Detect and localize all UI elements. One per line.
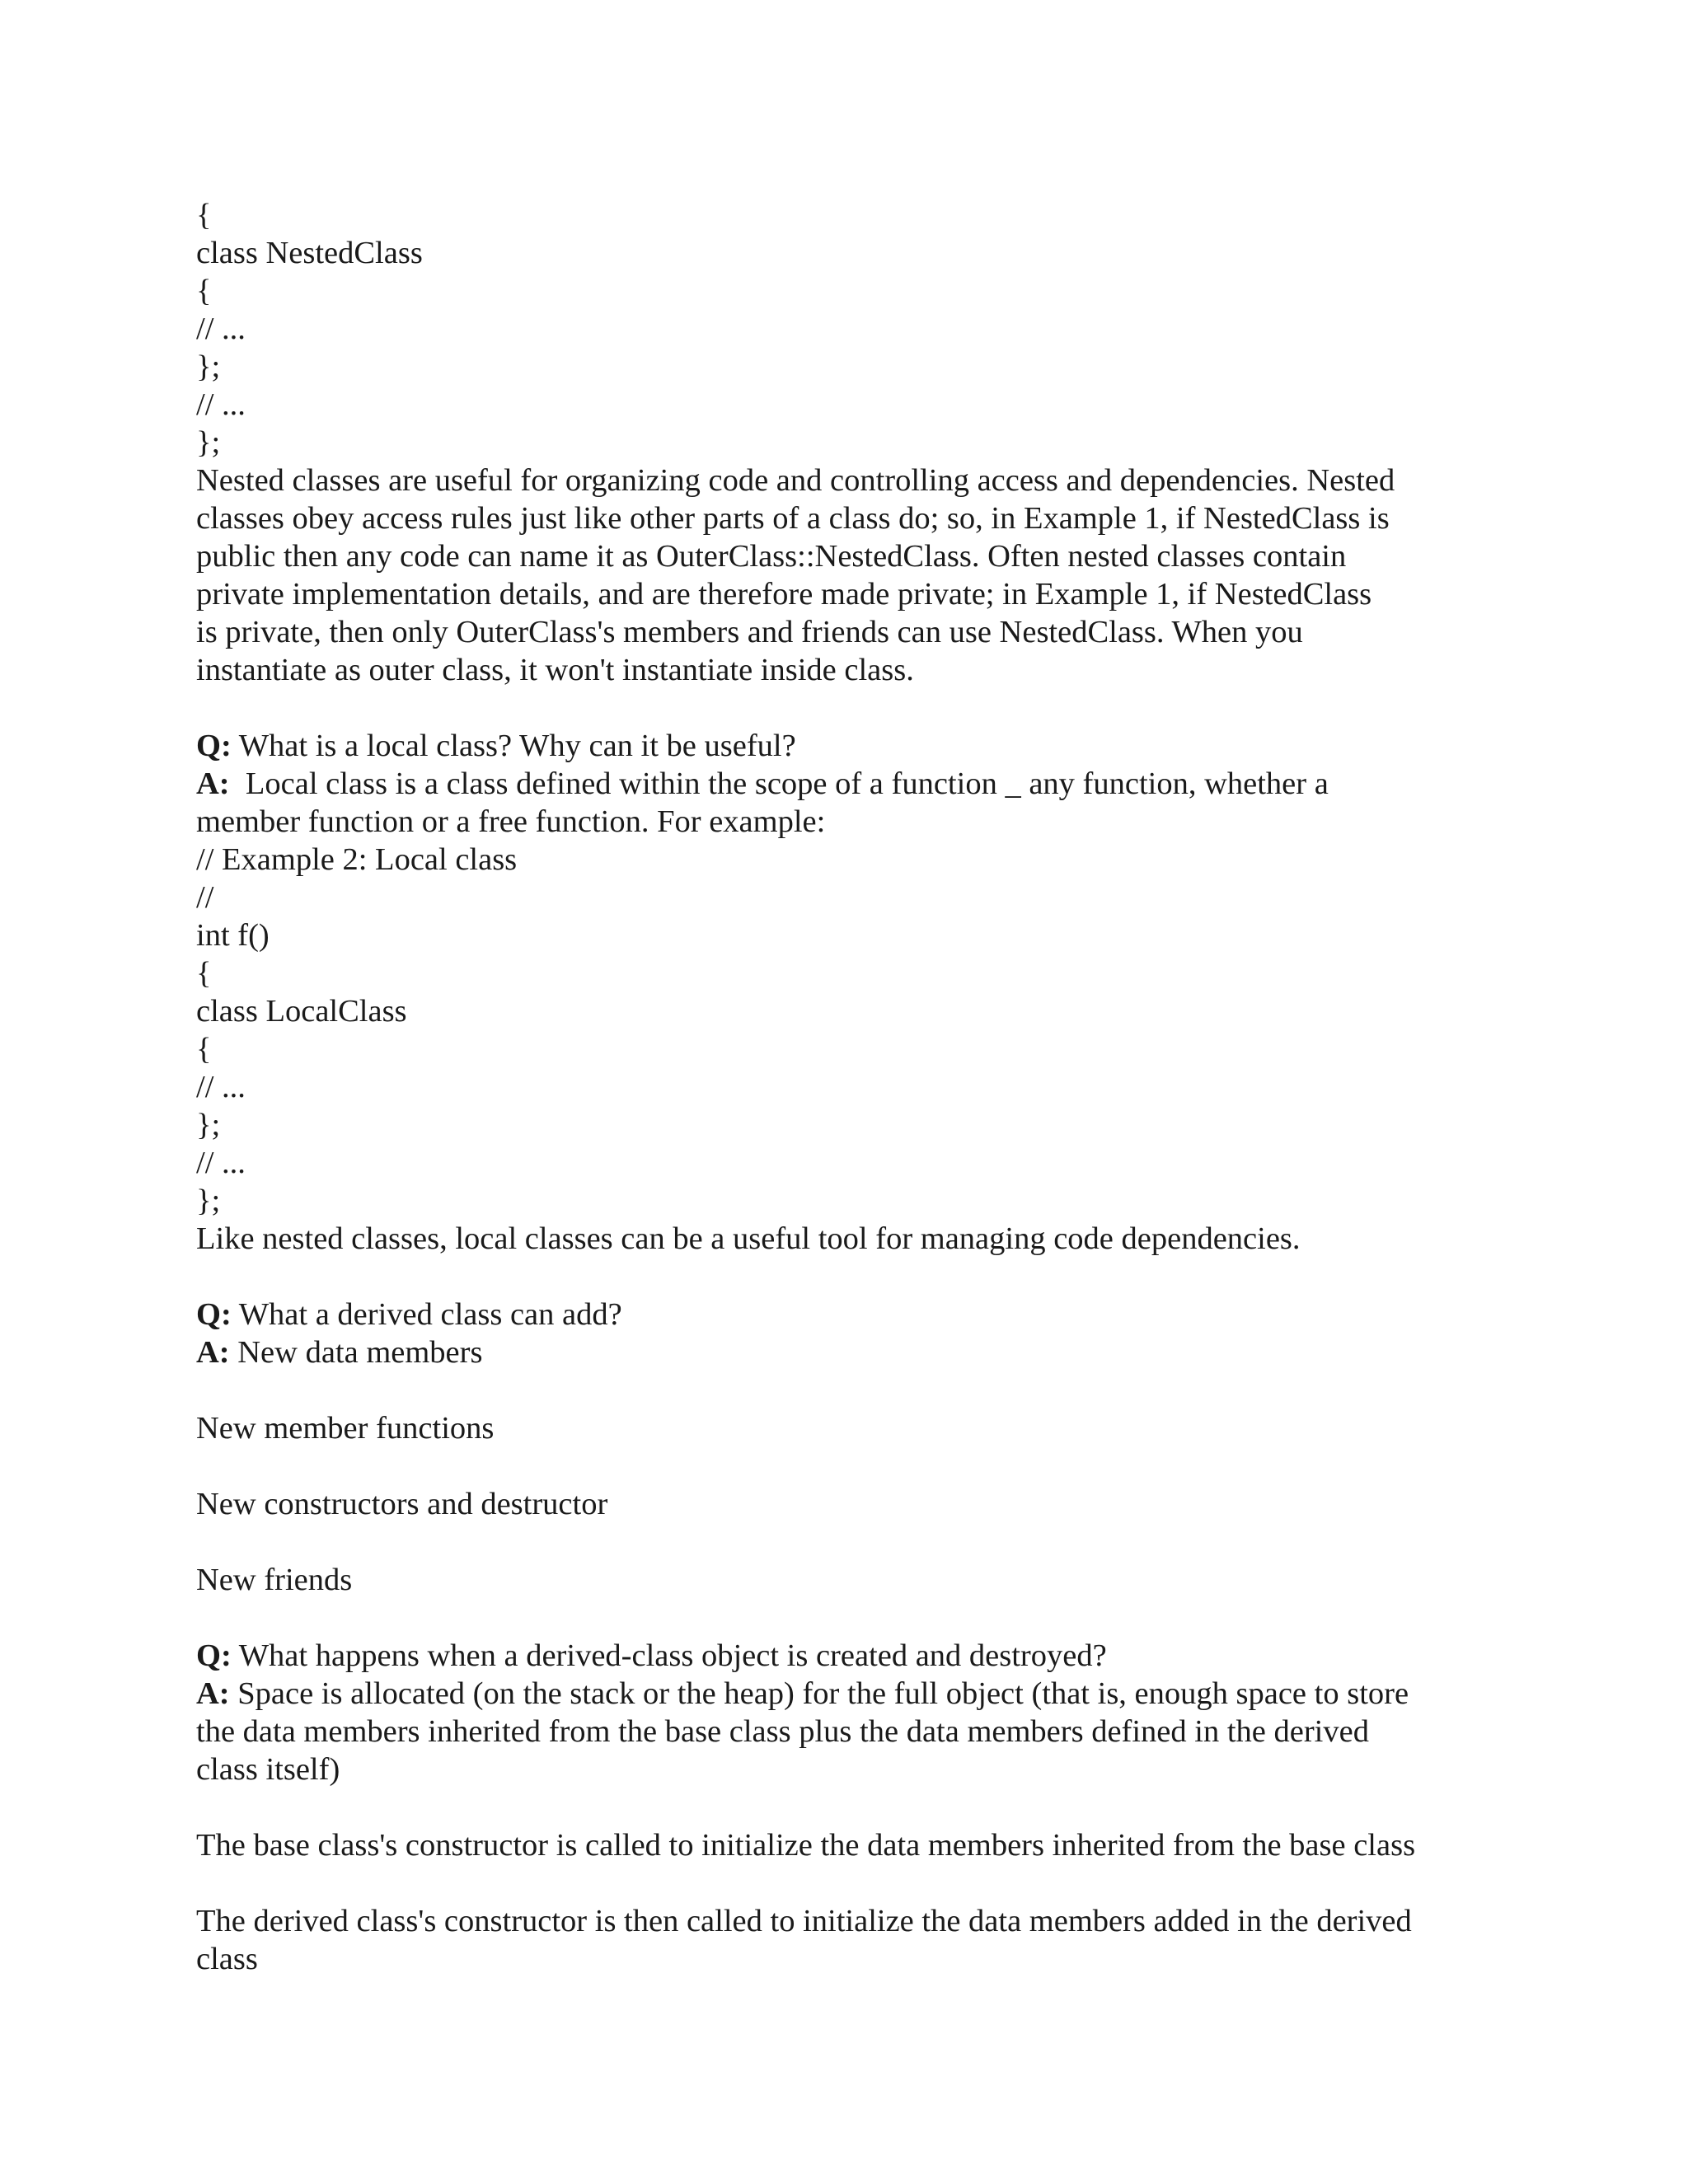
answer-line: class itself) (196, 1752, 340, 1787)
code-line: class NestedClass (196, 236, 423, 270)
code-line: { (196, 198, 212, 232)
nested-classes-paragraph (196, 462, 1482, 689)
code-line: // ... (196, 1070, 246, 1104)
code-line: // Example 2: Local class (196, 842, 518, 877)
question-label: Q: (196, 729, 232, 763)
question-text: What is a local class? Why can it be useful? (231, 729, 796, 763)
code-block-local-class (196, 841, 1482, 1220)
code-block-nested-class (196, 196, 1482, 462)
question-line (196, 1296, 1482, 1333)
spacer (196, 1371, 1482, 1409)
spacer (196, 1788, 1482, 1826)
code-line: // ... (196, 387, 246, 422)
answer-line: member function or a free function. For example: (196, 804, 826, 839)
paragraph-line: private implementation details, and are therefore made private; in Example 1, if NestedClass (196, 577, 1372, 612)
code-line: // (196, 880, 214, 915)
answer-line (196, 1675, 1482, 1713)
code-line: }; (196, 1183, 221, 1218)
question-text: What happens when a derived-class object is created and destroyed? (231, 1638, 1107, 1673)
spacer (196, 1447, 1482, 1485)
answer-line (196, 765, 1482, 803)
qa-derived-class-add (196, 1296, 1482, 1599)
paragraph-line: is private, then only OuterClass's members and friends can use NestedClass. When you (196, 615, 1303, 649)
code-line: // ... (196, 312, 246, 346)
spacer (196, 1599, 1482, 1637)
qa-local-class (196, 727, 1482, 841)
code-line: }; (196, 349, 221, 384)
answer-label: A: (196, 1335, 230, 1370)
question-line (196, 727, 1482, 765)
question-text: What a derived class can add? (231, 1297, 622, 1332)
question-label: Q: (196, 1638, 232, 1673)
code-line: { (196, 956, 212, 991)
code-line: class LocalClass (196, 994, 407, 1029)
answer-step: class (196, 1942, 258, 1976)
list-item: New member functions (196, 1411, 495, 1446)
local-classes-conclusion: Like nested classes, local classes can be a useful tool for managing code dependencies. (196, 1221, 1301, 1256)
paragraph-line: Nested classes are useful for organizing code and controlling access and dependencies. Nested (196, 463, 1395, 498)
spacer (196, 1523, 1482, 1561)
code-line: // ... (196, 1146, 246, 1180)
qa-derived-object-lifecycle (196, 1637, 1482, 1978)
code-line: { (196, 274, 212, 308)
answer-step: The base class's constructor is called to initialize the data members inherited from the base class (196, 1828, 1416, 1863)
answer-text: Local class is a class defined within the scope of a function _ any function, whether a (229, 766, 1329, 801)
code-line: { (196, 1032, 212, 1066)
spacer (196, 689, 1482, 727)
code-line: }; (196, 425, 221, 460)
answer-text: Space is allocated (on the stack or the heap) for the full object (that is, enough space to store (229, 1676, 1409, 1711)
answer-text: New data members (229, 1335, 483, 1370)
code-line: int f() (196, 918, 270, 953)
list-item: New constructors and destructor (196, 1487, 608, 1521)
answer-label: A: (196, 1676, 230, 1711)
paragraph-line: public then any code can name it as OuterClass::NestedClass. Often nested classes contain (196, 539, 1347, 574)
list-item: New friends (196, 1563, 353, 1597)
spacer (196, 1258, 1482, 1296)
question-label: Q: (196, 1297, 232, 1332)
paragraph-line: classes obey access rules just like other parts of a class do; so, in Example 1, if NestedClass is (196, 501, 1390, 536)
answer-step: The derived class's constructor is then called to initialize the data members added in the derived (196, 1904, 1412, 1938)
answer-line: the data members inherited from the base class plus the data members defined in the derived (196, 1714, 1369, 1749)
question-line (196, 1637, 1482, 1675)
spacer (196, 1864, 1482, 1902)
document-page (196, 196, 1482, 1978)
code-line: }; (196, 1108, 221, 1142)
paragraph-line: instantiate as outer class, it won't instantiate inside class. (196, 653, 914, 687)
answer-label: A: (196, 766, 230, 801)
answer-line (196, 1333, 1482, 1371)
